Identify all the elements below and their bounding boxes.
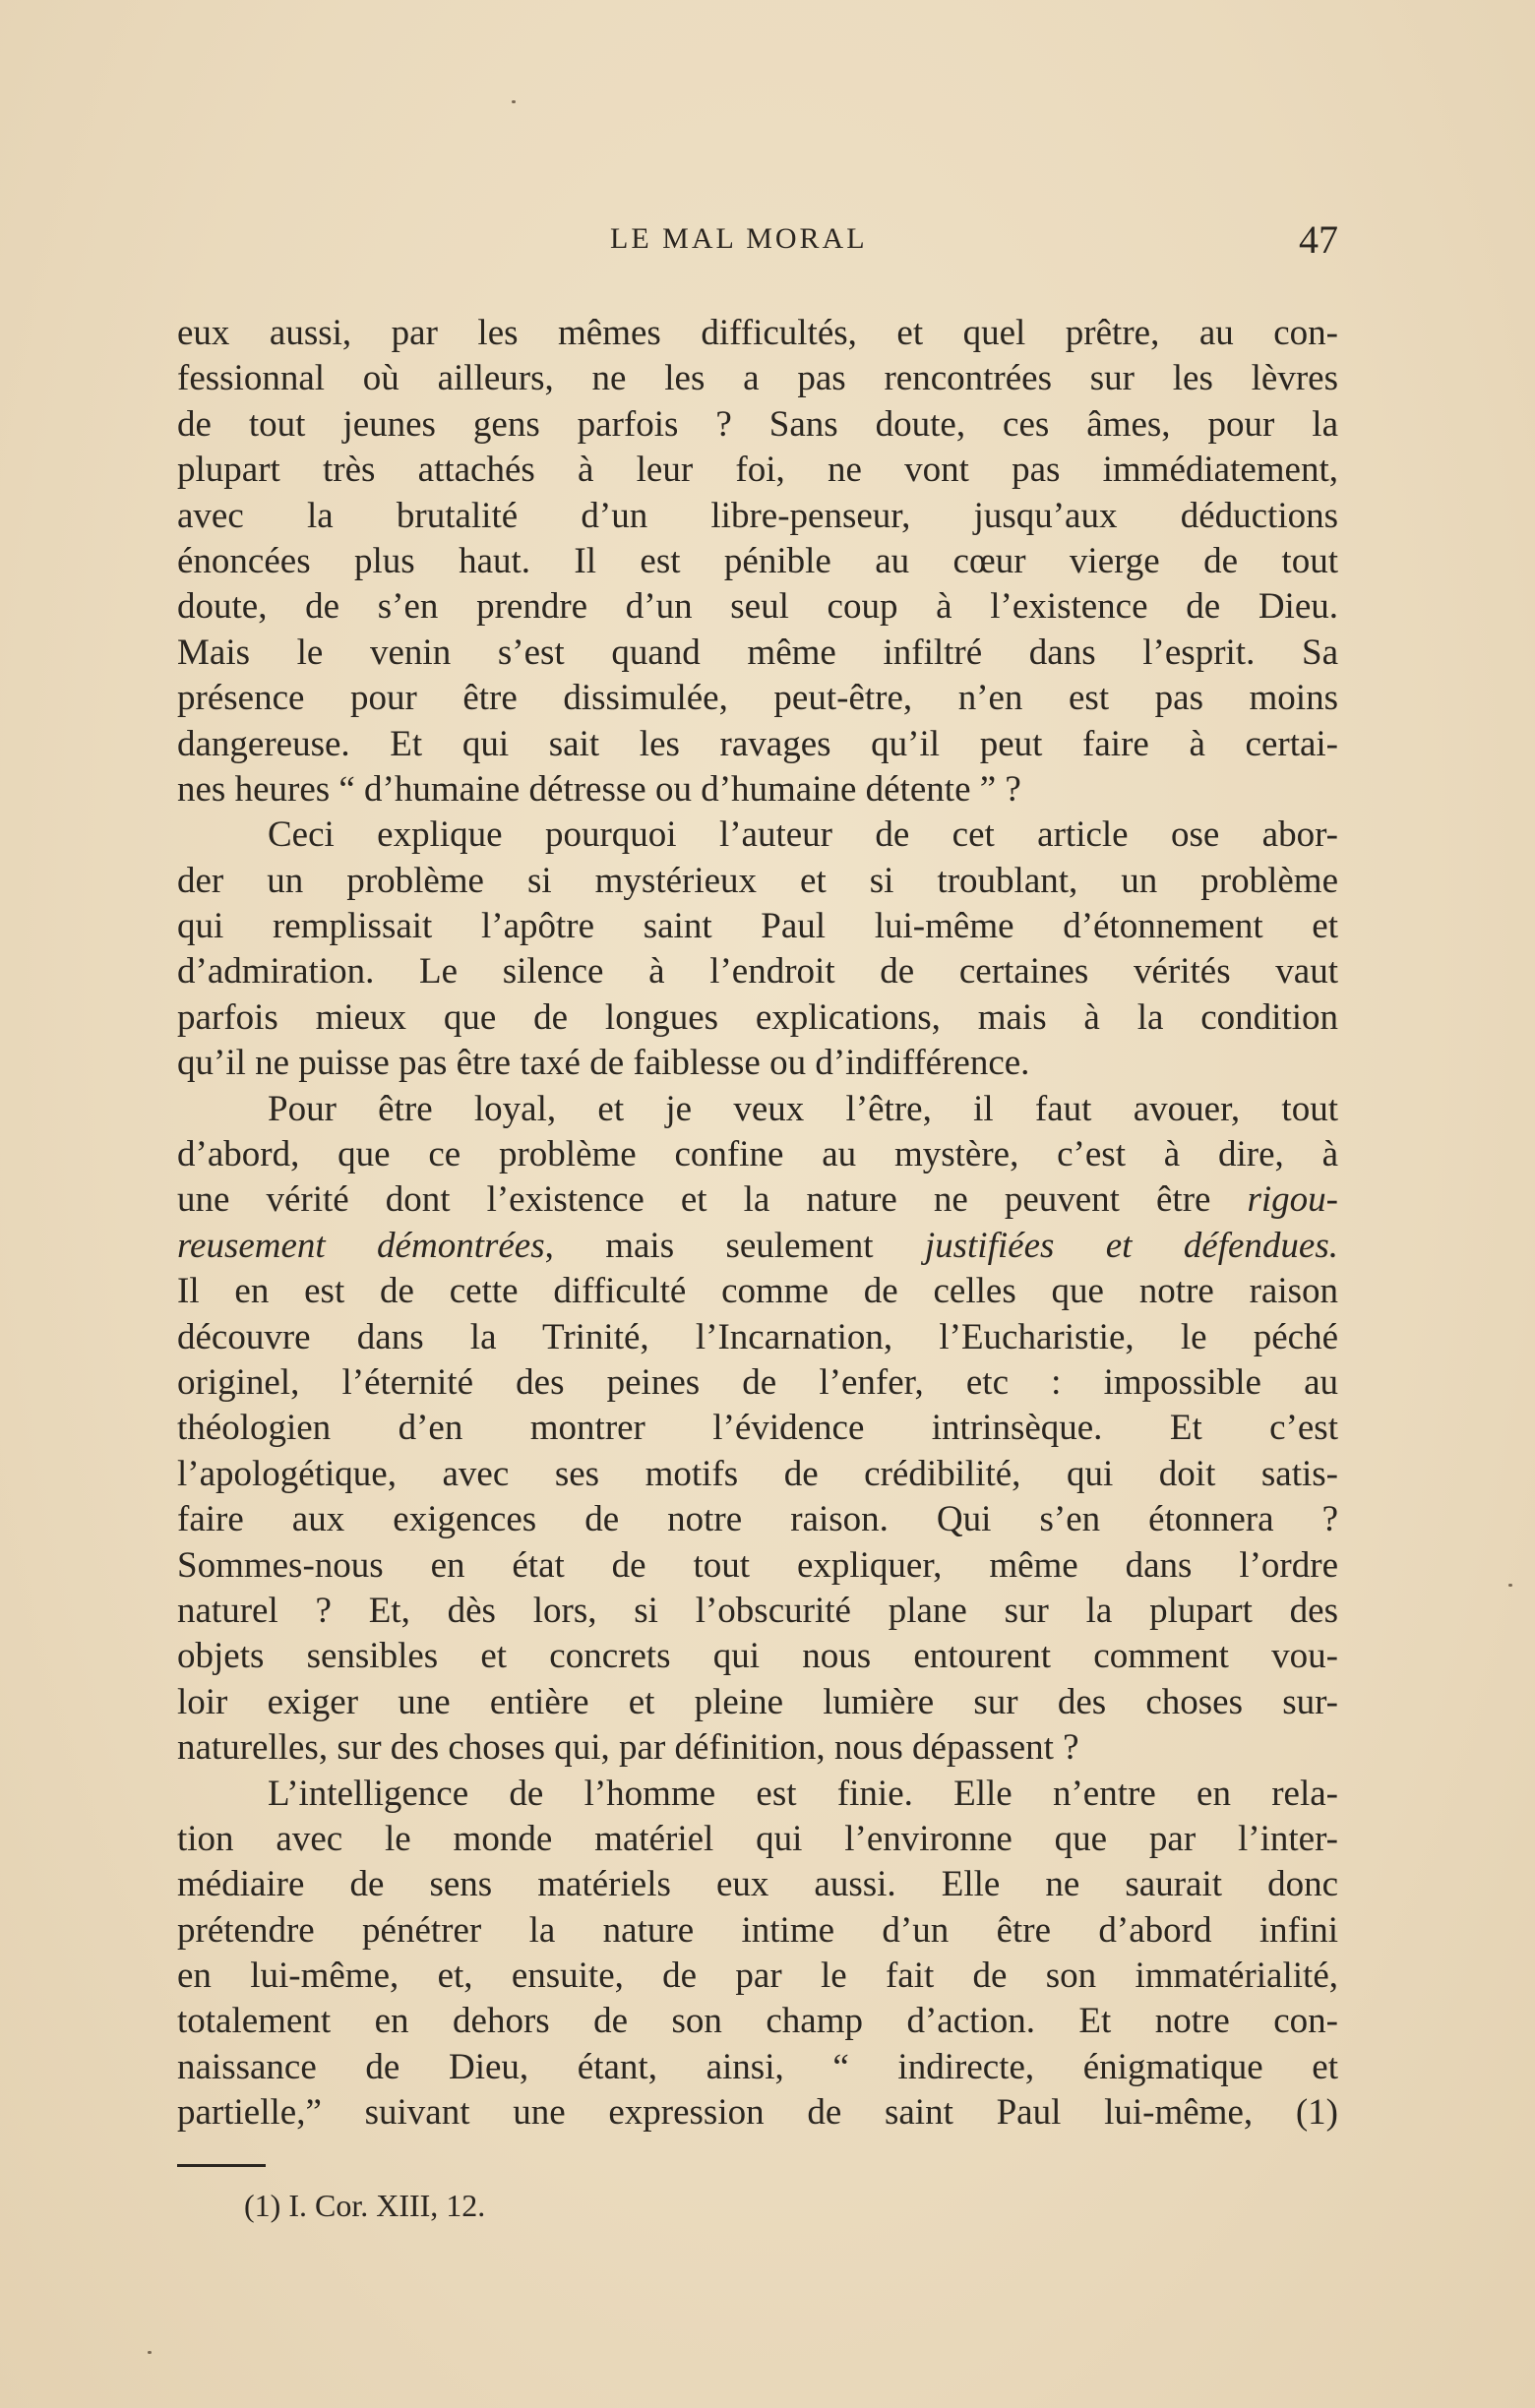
text-line bbox=[177, 1725, 1338, 1771]
text-line bbox=[177, 1543, 1338, 1589]
line-text: d’admiration. Le silence à l’endroit de certaines vérités vaut bbox=[177, 951, 1338, 993]
page-header bbox=[177, 217, 1338, 271]
line-text: l’apologétique, avec ses motifs de crédibilité, qui doit satis- bbox=[177, 1453, 1338, 1494]
text-line bbox=[177, 1680, 1338, 1725]
line-text: , mais seulement bbox=[544, 1225, 925, 1266]
text-line bbox=[177, 904, 1338, 949]
line-text: qui remplissait l’apôtre saint Paul lui-même d’étonnement et bbox=[177, 906, 1338, 947]
line-text: Ceci explique pourquoi l’auteur de cet article ose abor- bbox=[268, 814, 1338, 856]
line-text: nes heures “ d’humaine détresse ou d’humaine détente ” ? bbox=[177, 768, 1021, 810]
text-line bbox=[177, 1817, 1338, 1862]
line-text: d’abord, que ce problème confine au mystère, c’est à dire, à bbox=[177, 1134, 1338, 1175]
text-line bbox=[177, 311, 1338, 356]
text-line bbox=[177, 1177, 1338, 1223]
line-text: qu’il ne puisse pas être taxé de faiblesse ou d’indifférence. bbox=[177, 1043, 1030, 1084]
text-line bbox=[177, 1862, 1338, 1907]
line-text: doute, de s’en prendre d’un seul coup à l’existence de Dieu. bbox=[177, 586, 1338, 628]
line-text: eux aussi, par les mêmes difficultés, et quel prêtre, au con- bbox=[177, 313, 1338, 353]
line-text: parfois mieux que de longues explications, mais à la condition bbox=[177, 996, 1338, 1038]
text-line bbox=[177, 1772, 1338, 1817]
italic-span: reusement démontrées bbox=[177, 1225, 545, 1266]
text-line bbox=[177, 1041, 1338, 1086]
line-text: présence pour être dissimulée, peut-être, n’en est pas moins bbox=[177, 678, 1338, 719]
text-line bbox=[177, 1360, 1338, 1406]
text-line bbox=[177, 1589, 1338, 1634]
footnote-rule bbox=[177, 2164, 266, 2167]
line-text: énoncées plus haut. Il est pénible au cœur vierge de tout bbox=[177, 540, 1338, 581]
line-text: fessionnal où ailleurs, ne les a pas rencontrées sur les lèvres bbox=[177, 358, 1338, 399]
text-line bbox=[177, 676, 1338, 721]
line-text: découvre dans la Trinité, l’Incarnation, l’Eucharistie, le péché bbox=[177, 1316, 1338, 1357]
line-text: faire aux exigences de notre raison. Qui s’en étonnera ? bbox=[177, 1499, 1338, 1540]
italic-span: rigou- bbox=[1247, 1179, 1338, 1221]
line-text: Il en est de cette difficulté comme de celles que notre raison bbox=[177, 1271, 1338, 1312]
line-text: Pour être loyal, et je veux l’être, il faut avouer, tout bbox=[268, 1088, 1338, 1129]
text-line bbox=[177, 584, 1338, 630]
line-text: objets sensibles et concrets qui nous entourent comment vou- bbox=[177, 1636, 1338, 1677]
paper-speck bbox=[1508, 1584, 1512, 1587]
text-line bbox=[177, 767, 1338, 813]
line-text: prétendre pénétrer la nature intime d’un être d’abord infini bbox=[177, 1909, 1338, 1951]
text-line bbox=[177, 1999, 1338, 2044]
line-text: en lui-même, et, ensuite, de par le fait de son immatérialité, bbox=[177, 1956, 1338, 1997]
line-text: médiaire de sens matériels eux aussi. Elle ne saurait donc bbox=[177, 1864, 1338, 1905]
line-text: Sommes-nous en état de tout expliquer, même dans l’ordre bbox=[177, 1544, 1338, 1586]
line-text: naturelles, sur des choses qui, par définition, nous dépassent ? bbox=[177, 1727, 1079, 1769]
text-line bbox=[177, 949, 1338, 994]
paper-speck bbox=[512, 100, 516, 103]
text-line bbox=[177, 995, 1338, 1041]
page-number: 47 bbox=[1299, 217, 1338, 262]
line-text: avec la brutalité d’un libre-penseur, jusqu’aux déductions bbox=[177, 495, 1338, 536]
line-text: naissance de Dieu, étant, ainsi, “ indirecte, énigmatique et bbox=[177, 2046, 1338, 2087]
italic-span: justifiées et défendues. bbox=[924, 1225, 1338, 1266]
text-line bbox=[177, 2045, 1338, 2090]
text-line bbox=[177, 1315, 1338, 1360]
body-text bbox=[177, 311, 1338, 2137]
text-line bbox=[177, 1452, 1338, 1497]
text-line bbox=[177, 1954, 1338, 1999]
text-line bbox=[177, 1132, 1338, 1177]
text-line bbox=[177, 356, 1338, 401]
line-text: originel, l’éternité des peines de l’enfer, etc : impossible au bbox=[177, 1361, 1338, 1403]
text-line bbox=[177, 631, 1338, 676]
line-text: totalement en dehors de son champ d’action. Et notre con- bbox=[177, 2001, 1338, 2042]
line-text: dangereuse. Et qui sait les ravages qu’il peut faire à certai- bbox=[177, 723, 1338, 764]
line-text: partielle,” suivant une expression de saint Paul lui-même, (1) bbox=[177, 2092, 1338, 2134]
line-text: der un problème si mystérieux et si troublant, un problème bbox=[177, 860, 1338, 901]
line-text: tion avec le monde matériel qui l’environne que par l’inter- bbox=[177, 1818, 1338, 1859]
text-line bbox=[177, 1406, 1338, 1451]
text-line bbox=[177, 1634, 1338, 1679]
text-line bbox=[177, 1224, 1338, 1269]
text-line bbox=[177, 402, 1338, 448]
text-line bbox=[177, 722, 1338, 767]
paper-speck bbox=[148, 2351, 152, 2354]
text-line bbox=[177, 448, 1338, 493]
line-text: naturel ? Et, dès lors, si l’obscurité plane sur la plupart des bbox=[177, 1590, 1338, 1631]
text-line bbox=[177, 859, 1338, 904]
line-text: de tout jeunes gens parfois ? Sans doute, ces âmes, pour la bbox=[177, 403, 1338, 445]
text-line bbox=[177, 1497, 1338, 1542]
line-text: L’intelligence de l’homme est finie. Elle n’entre en rela- bbox=[268, 1773, 1338, 1814]
line-text: théologien d’en montrer l’évidence intrinsèque. Et c’est bbox=[177, 1408, 1338, 1449]
line-text: loir exiger une entière et pleine lumière sur des choses sur- bbox=[177, 1681, 1338, 1722]
footnote: (1) I. Cor. XIII, 12. bbox=[244, 2188, 486, 2223]
text-line bbox=[177, 494, 1338, 539]
line-text: Mais le venin s’est quand même infiltré dans l’esprit. Sa bbox=[177, 632, 1338, 673]
line-text: plupart très attachés à leur foi, ne vont pas immédiatement, bbox=[177, 450, 1338, 491]
text-line bbox=[177, 1908, 1338, 1954]
text-line bbox=[177, 2090, 1338, 2136]
text-line bbox=[177, 1087, 1338, 1132]
text-line bbox=[177, 539, 1338, 584]
text-line bbox=[177, 813, 1338, 858]
line-text: une vérité dont l’existence et la nature ne peuvent être bbox=[177, 1179, 1248, 1221]
text-line bbox=[177, 1269, 1338, 1314]
running-head: LE MAL MORAL bbox=[610, 222, 868, 255]
